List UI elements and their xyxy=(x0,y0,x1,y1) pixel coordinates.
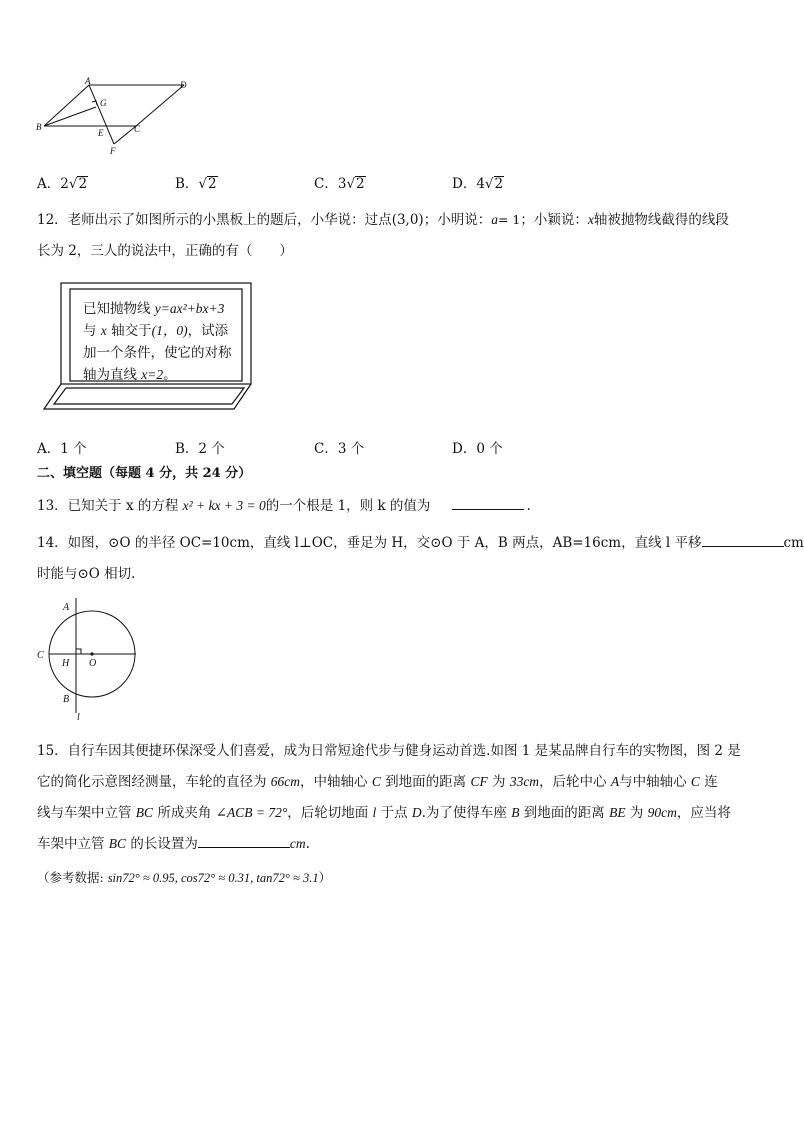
text: 14．如图，⊙O 的半径 OC=10cm，直线 l⊥OC，垂足为 H，交⊙O 于 A，B 两点，AB=16cm，直线 l 平移 xyxy=(37,535,702,551)
q12-option-a[interactable]: A．1 个 xyxy=(37,441,87,457)
text: 轴被抛物线截得的线段 xyxy=(593,212,729,228)
math-var: B xyxy=(511,805,520,820)
math-eq: x² + kx + 3 = 0 xyxy=(182,498,266,513)
q11-option-c[interactable] xyxy=(314,172,366,192)
text: 的长设置为 xyxy=(126,836,198,852)
segment-dc xyxy=(136,85,184,126)
center-point xyxy=(90,652,93,655)
unit-text: cm xyxy=(289,836,306,851)
q13-stem xyxy=(37,494,531,514)
math-var: l xyxy=(372,805,377,820)
math-var: x xyxy=(587,212,594,227)
label-a: A xyxy=(63,602,70,613)
text: 所成夹角 xyxy=(153,805,216,821)
q15-stem-line3 xyxy=(37,801,731,821)
board-line-1 xyxy=(83,298,253,320)
q14-stem-line2: 时能与⊙O 相切. xyxy=(37,566,136,582)
text: ，中轴轴心 xyxy=(300,774,372,790)
sqrt-icon: √ xyxy=(346,176,356,192)
label-g: G xyxy=(100,98,107,108)
segment-fc xyxy=(114,126,136,144)
option-coef: 2 xyxy=(60,176,69,192)
label-b: B xyxy=(63,694,70,705)
math-var: BC xyxy=(135,805,154,820)
q14-stem-line1 xyxy=(37,531,804,551)
text: 为 xyxy=(625,805,648,821)
text: 车架中立管 xyxy=(37,836,109,852)
text: 与 xyxy=(83,323,101,339)
q14-answer-blank[interactable] xyxy=(702,534,784,547)
text: 于点 xyxy=(376,805,412,821)
q13-answer-blank[interactable] xyxy=(452,497,524,510)
text: . xyxy=(305,836,310,852)
math-var: BC xyxy=(108,836,127,851)
label-l: l xyxy=(77,712,80,723)
math-value: 90cm xyxy=(647,805,677,820)
text: 它的简化示意图经测量，车轮的直径为 xyxy=(37,774,271,790)
text: 轴为直线 xyxy=(83,367,142,383)
math-var: D xyxy=(411,805,422,820)
math-var: A xyxy=(610,774,620,789)
label-a: A xyxy=(85,76,91,86)
math-value: 66cm xyxy=(270,774,301,789)
math-var: C xyxy=(371,774,381,789)
text: 线与车架中立管 xyxy=(37,805,136,821)
text: ，试添 xyxy=(187,323,229,339)
math-var: BE xyxy=(609,805,626,820)
math-var: x xyxy=(100,323,107,338)
board-tray xyxy=(54,388,244,404)
q12-option-b[interactable]: B．2 个 xyxy=(175,441,225,457)
text: 12．老师出示了如图所示的小黑板上的题后，小华说：过点 xyxy=(37,212,392,228)
option-letter: B． xyxy=(175,176,199,192)
label-h: H xyxy=(62,658,70,669)
sqrt-icon: √ xyxy=(68,176,78,192)
option-coef: 4 xyxy=(476,176,485,192)
option-letter: A． xyxy=(37,176,61,192)
text: ，后轮中心 xyxy=(539,774,611,790)
label-c: C xyxy=(37,650,44,661)
option-radicand: 2 xyxy=(356,176,365,192)
q15-stem-line1: 15．自行车因其便捷环保深受人们喜爱，成为日常短途代步与健身运动首选.如图 1 是某品牌自行车的实物图，图 2 是 xyxy=(37,743,741,759)
text: ；小颖说： xyxy=(520,212,588,228)
section-heading-fill-blank: 二、填空题（每题 4 分，共 24 分） xyxy=(37,466,252,481)
label-c: C xyxy=(134,124,141,134)
text: 的一个根是 1，则 k 的值为 xyxy=(265,498,431,514)
option-letter: C． xyxy=(314,176,338,192)
text: 与中轴轴心 xyxy=(619,774,691,790)
text: .为了使得车座 xyxy=(421,805,512,821)
text: ） xyxy=(318,870,332,885)
text: 连 xyxy=(699,774,718,790)
q15-reference-data xyxy=(37,868,331,886)
option-radicand: 2 xyxy=(78,176,88,192)
q15-answer-blank[interactable] xyxy=(198,835,290,848)
math-eq: sin72° ≈ 0.95, cos72° ≈ 0.31, tan72° ≈ 3.1 xyxy=(107,871,319,885)
q15-stem-line4 xyxy=(37,832,310,852)
q11-parallelogram-figure xyxy=(34,76,194,158)
text: 。 xyxy=(163,367,177,383)
label-o: O xyxy=(89,658,97,669)
text: ，后轮切地面 xyxy=(287,805,373,821)
q15-stem-line2 xyxy=(37,770,718,790)
text: ；小明说： xyxy=(423,212,492,228)
option-radicand: 2 xyxy=(494,176,504,192)
q11-option-d[interactable] xyxy=(452,172,504,192)
q12-option-c[interactable]: C．3 个 xyxy=(314,441,365,457)
math-var: a xyxy=(491,212,498,227)
q12-stem-line2: 长为 2，三人的说法中，正确的有（ ） xyxy=(37,243,293,259)
board-line-3: 加一个条件，使它的对称 xyxy=(83,345,232,361)
option-coef: 3 xyxy=(337,176,347,192)
q12-stem-line1 xyxy=(37,208,729,228)
option-radicand: 2 xyxy=(208,176,217,192)
text: . xyxy=(526,498,531,514)
option-letter: D． xyxy=(452,176,477,192)
label-e: E xyxy=(98,128,104,138)
q12-option-d[interactable]: D．0 个 xyxy=(452,441,503,457)
text: 轴交于 xyxy=(106,323,152,339)
right-angle-mark xyxy=(76,649,81,654)
segment-ab xyxy=(44,85,89,126)
q14-circle-figure xyxy=(32,596,142,724)
math-eq: = 1 xyxy=(497,212,521,227)
sqrt-icon: √ xyxy=(484,176,494,192)
right-angle-mark xyxy=(92,101,97,105)
label-d: D xyxy=(180,80,187,90)
board-line-4 xyxy=(83,364,253,386)
segment-bg xyxy=(44,107,96,126)
text: 到地面的距离 xyxy=(519,805,610,821)
unit-text: cm xyxy=(783,535,804,551)
sqrt-icon: √ xyxy=(198,176,208,192)
q11-option-b[interactable] xyxy=(175,172,218,192)
math-eq: ∠ACB = 72° xyxy=(215,805,288,820)
board-line-2 xyxy=(83,320,253,342)
math-var: CF xyxy=(470,774,488,789)
text: ，应当将 xyxy=(676,805,731,821)
point-text: (3,0) xyxy=(391,212,424,228)
q11-option-a[interactable] xyxy=(37,172,88,192)
math-eq: x=2 xyxy=(141,367,164,382)
math-var: C xyxy=(690,774,700,789)
text: 13．已知关于 x 的方程 xyxy=(37,498,183,514)
text: （参考数据: xyxy=(37,870,108,885)
label-f: F xyxy=(110,146,116,156)
text: 为 xyxy=(487,774,510,790)
math-point: (1，0) xyxy=(151,323,188,338)
label-b: B xyxy=(36,122,42,132)
text: 到地面的距离 xyxy=(380,774,471,790)
blackboard-text xyxy=(83,298,253,386)
math-eq: y=ax²+bx+3 xyxy=(154,301,225,316)
math-value: 33cm xyxy=(509,774,540,789)
text: 已知抛物线 xyxy=(83,301,155,317)
